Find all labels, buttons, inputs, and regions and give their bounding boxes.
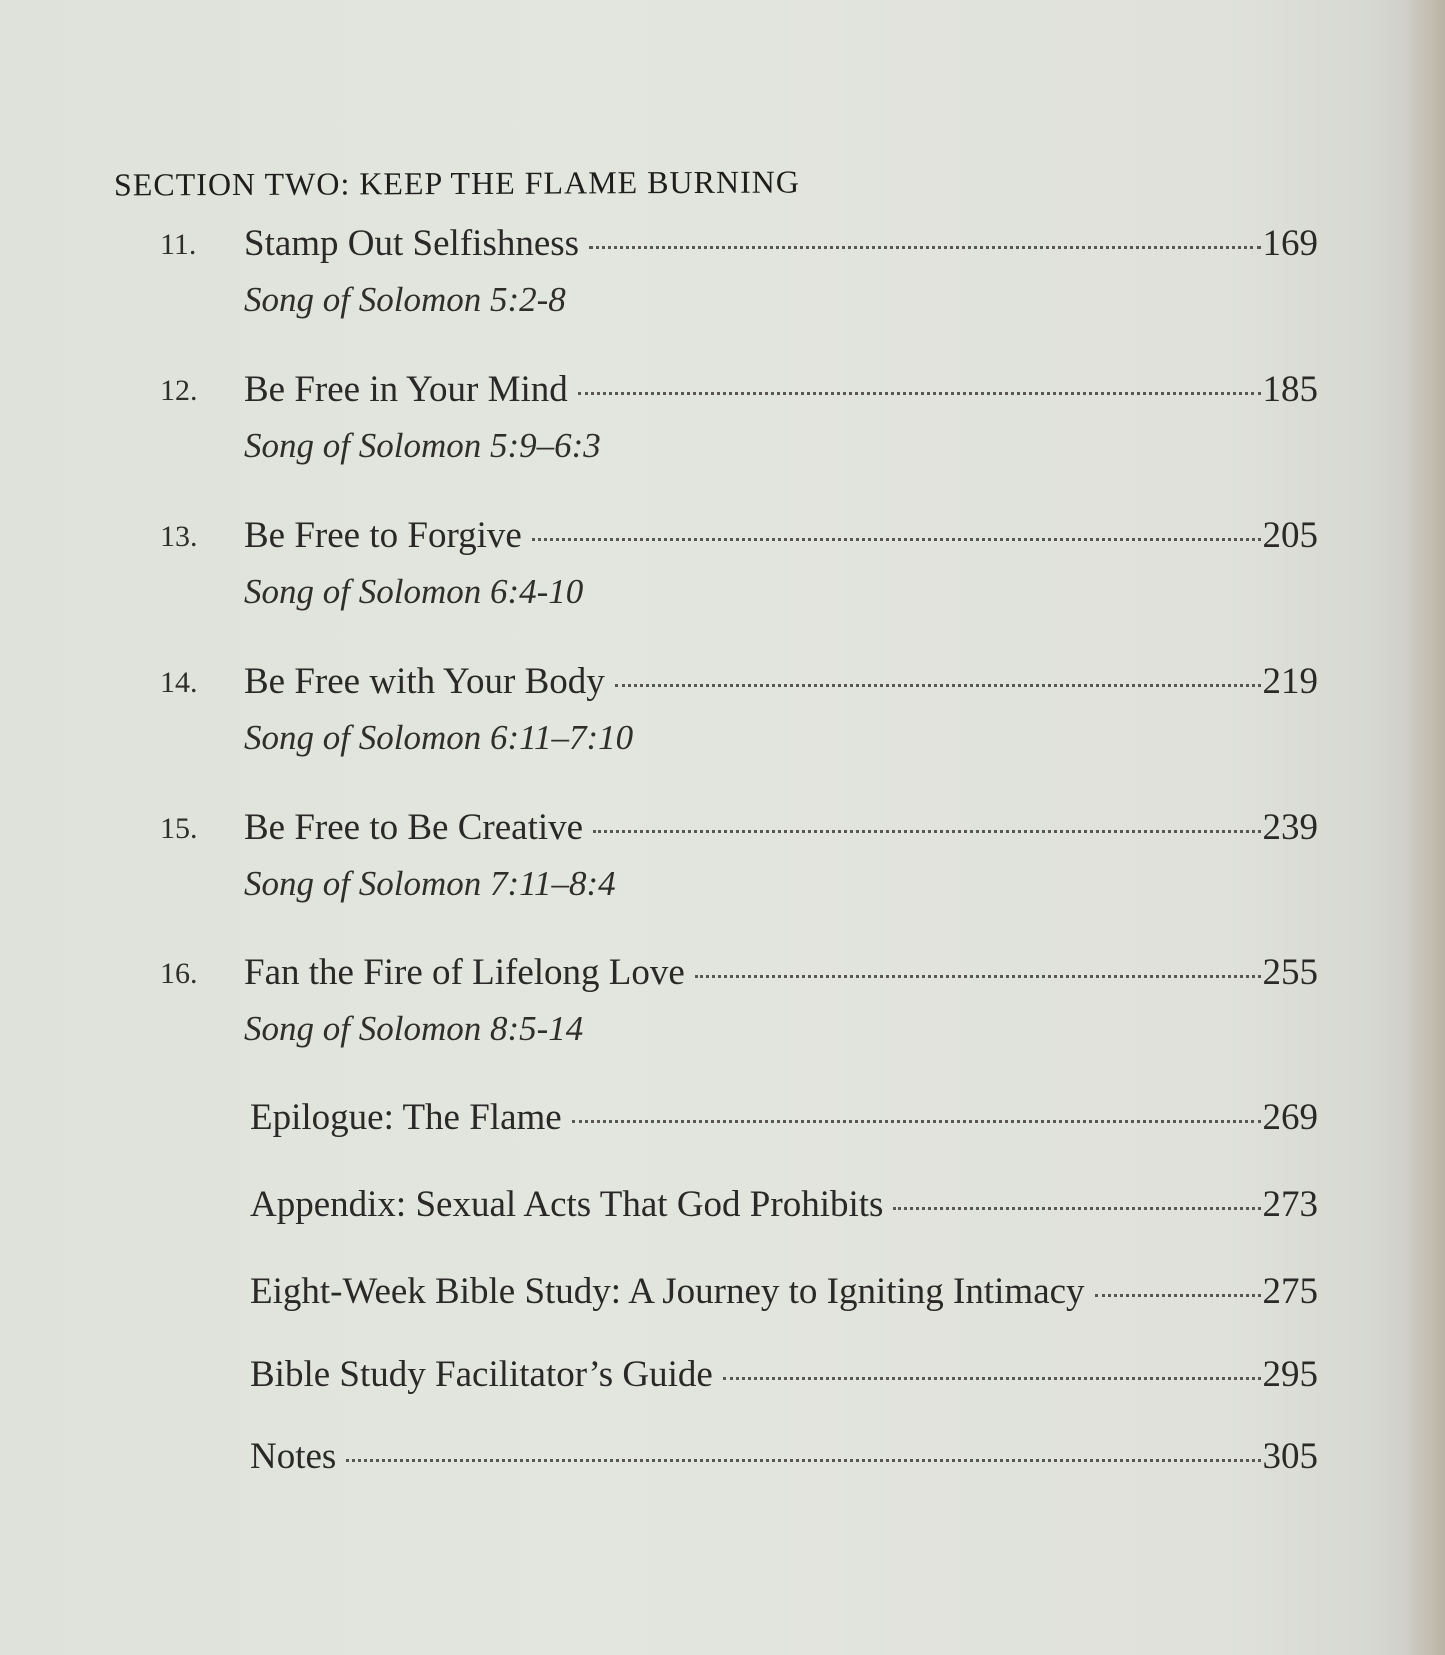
chapter-title: Be Free in Your Mind [244,369,568,410]
chapter-number: 16. [160,957,198,990]
chapter-title: Be Free to Forgive [244,515,522,556]
page-number: 273 [1262,1184,1318,1225]
page-number: 295 [1262,1354,1318,1395]
dot-leader [589,242,1260,249]
dot-leader [578,388,1261,395]
backmatter-title: Appendix: Sexual Acts That God Prohibits [250,1184,884,1225]
page-number: 239 [1262,807,1318,848]
toc-entry [160,368,1318,465]
scripture-reference: Song of Solomon 5:9–6:3 [244,426,601,465]
page-edge-shadow [1405,0,1445,1655]
dot-leader [1095,1290,1261,1297]
toc-entry-backmatter [250,1096,1318,1144]
chapter-number: 15. [160,812,198,845]
chapter-title: Fan the Fire of Lifelong Love [244,952,685,993]
dot-leader [572,1116,1261,1123]
scripture-reference: Song of Solomon 6:4-10 [244,572,584,611]
page-number: 275 [1262,1271,1318,1312]
toc-entry-backmatter [250,1270,1318,1318]
dot-leader [695,971,1261,978]
chapter-number: 13. [160,520,198,553]
scripture-reference: Song of Solomon 6:11–7:10 [244,718,634,757]
page-number: 305 [1262,1436,1318,1477]
chapter-title: Be Free with Your Body [244,661,605,702]
page-number: 169 [1262,223,1318,264]
toc-entry-backmatter [250,1353,1318,1401]
chapter-title: Be Free to Be Creative [244,807,584,848]
backmatter-title: Eight-Week Bible Study: A Journey to Igniting Intimacy [250,1271,1085,1312]
page-number: 269 [1262,1097,1318,1138]
page-number: 219 [1262,661,1318,702]
backmatter-title: Notes [250,1436,337,1477]
dot-leader [593,826,1260,833]
toc-entry-backmatter [250,1435,1318,1483]
dot-leader [615,680,1261,687]
scripture-reference: Song of Solomon 7:11–8:4 [244,864,616,903]
toc-entry [160,951,1318,1048]
page-number: 255 [1262,952,1318,993]
chapter-number: 14. [160,666,198,699]
toc-entry [160,806,1318,903]
dot-leader [532,534,1261,541]
toc-entry-backmatter [250,1183,1318,1231]
toc-entry [160,660,1318,757]
scripture-reference: Song of Solomon 8:5-14 [244,1009,584,1048]
dot-leader [346,1455,1260,1462]
page-number: 205 [1262,515,1318,556]
chapter-number: 12. [160,374,198,407]
dot-leader [893,1203,1260,1210]
chapter-number: 11. [160,228,197,261]
toc-entry [160,222,1318,319]
toc-entry [160,514,1318,611]
scripture-reference: Song of Solomon 5:2-8 [244,280,566,319]
backmatter-title: Bible Study Facilitator’s Guide [250,1354,713,1395]
page-number: 185 [1262,369,1318,410]
backmatter-title: Epilogue: The Flame [250,1097,562,1138]
section-heading: SECTION TWO: KEEP THE FLAME BURNING [113,163,801,203]
chapter-title: Stamp Out Selfishness [244,223,580,264]
dot-leader [723,1373,1261,1380]
